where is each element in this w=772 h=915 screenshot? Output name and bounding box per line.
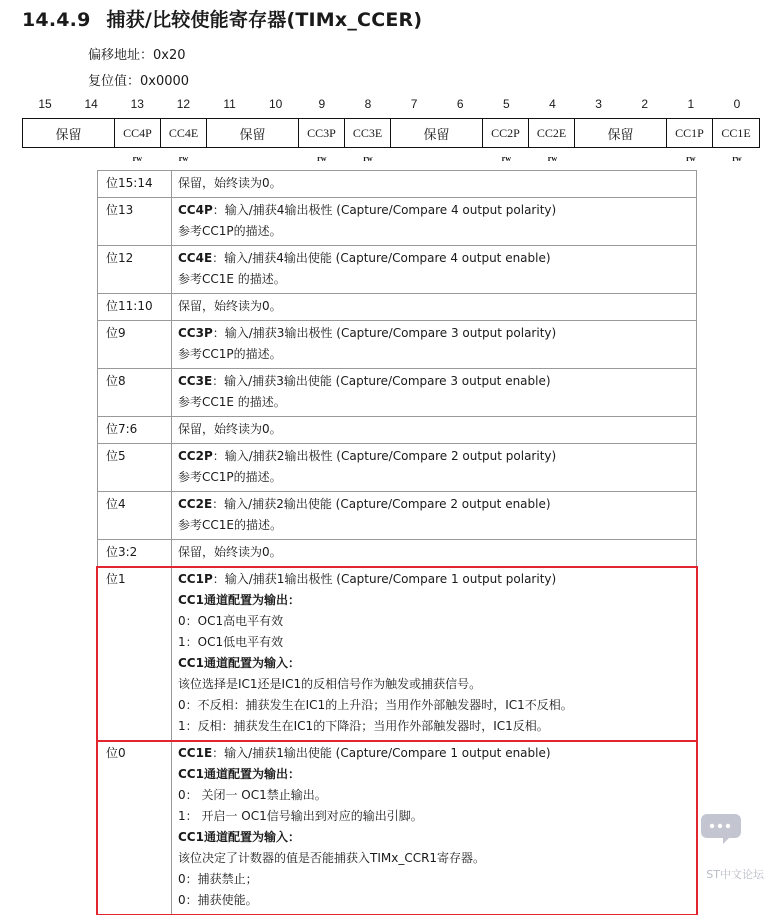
- bit-description: [172, 246, 696, 293]
- field-cc4p: CC4P: [115, 119, 161, 147]
- description-line: CC3P：输入/捕获3输出极性 (Capture/Compare 3 output polarity): [178, 326, 557, 340]
- bit-number: 8: [364, 97, 372, 111]
- bit-number: 13: [130, 97, 144, 111]
- field-cc4e: CC4E: [161, 119, 207, 147]
- field-name: CC1通道配置为输出：: [178, 593, 300, 607]
- description-line: CC2P：输入/捕获2输出极性 (Capture/Compare 2 output polarity): [178, 449, 557, 463]
- description-line: 保留，始终读为0。: [178, 422, 282, 436]
- bit-position: 位0: [98, 741, 172, 914]
- field-name: CC4E: [178, 251, 213, 265]
- bit-row: [97, 198, 697, 246]
- description-line: CC4E：输入/捕获4输出使能 (Capture/Compare 4 output enable): [178, 251, 551, 265]
- field-name: CC2E: [178, 497, 213, 511]
- field-cc1e: CC1E: [721, 125, 751, 140]
- field-reserved: 保留: [207, 119, 299, 147]
- bit-number: 0: [733, 97, 741, 111]
- bit-position: 位15:14: [98, 171, 172, 197]
- description-line: 保留，始终读为0。: [178, 299, 282, 313]
- bit-position: 位4: [98, 492, 172, 539]
- bit-row: [97, 417, 697, 444]
- bit-description: [172, 369, 696, 416]
- field-name: CC3P: [178, 326, 213, 340]
- description-line: 参考CC1P的描述。: [178, 347, 282, 361]
- bit-position: 位13: [98, 198, 172, 245]
- description-line: 参考CC1E的描述。: [178, 518, 282, 532]
- description-line: 该位选择是IC1还是IC1的反相信号作为触发或捕获信号。: [178, 677, 482, 691]
- forum-chat-icon: [697, 812, 743, 846]
- bit-row: [97, 540, 697, 567]
- bit-number: 11: [223, 97, 236, 111]
- bit-description: [172, 171, 696, 197]
- offset-address: 偏移地址：0x20: [88, 48, 186, 63]
- description-line: 0：捕获使能。: [178, 893, 258, 907]
- field-reserved: 保留: [23, 119, 115, 147]
- reset-value: 复位值：0x0000: [88, 74, 190, 89]
- bit-position: 位7:6: [98, 417, 172, 443]
- description-line: [178, 827, 696, 848]
- bit-position: 位5: [98, 444, 172, 491]
- description-line: CC1E：输入/捕获1输出使能 (Capture/Compare 1 output enable): [178, 746, 551, 760]
- field-cc3e: CC3E: [345, 119, 391, 147]
- description-line: 0： 关闭一 OC1禁止输出。: [178, 788, 327, 802]
- bit-row: [97, 741, 697, 915]
- bit-row: [97, 444, 697, 492]
- description-line: 该位决定了计数器的值是否能捕获入TIMx_CCR1寄存器。: [178, 851, 486, 865]
- bit-number: 5: [502, 97, 510, 111]
- bit-number: 7: [410, 97, 418, 111]
- description-line: 参考CC1E 的描述。: [178, 395, 286, 409]
- description-line: 保留，始终读为0。: [178, 545, 282, 559]
- section-title: [22, 5, 422, 32]
- field-name: CC3E: [178, 374, 213, 388]
- description-line: 0：不反相：捕获发生在IC1的上升沿；当用作外部触发器时，IC1不反相。: [178, 698, 573, 712]
- bit-number: 14: [84, 97, 98, 111]
- bit-row: [97, 492, 697, 540]
- bit-position: 位1: [98, 567, 172, 740]
- bit-number: 4: [549, 97, 556, 111]
- bit-description: [172, 294, 696, 320]
- section-number: 14.4.9: [22, 9, 91, 31]
- access-label: rw: [547, 154, 558, 163]
- bit-row: [97, 567, 697, 741]
- access-label: rw: [178, 154, 189, 163]
- access-label: rw: [363, 154, 373, 163]
- description-line: 参考CC1P的描述。: [178, 470, 282, 484]
- bit-number: 3: [595, 97, 602, 111]
- bit-description: [172, 567, 696, 740]
- field-reserved: 保留: [575, 119, 667, 147]
- bit-row: [97, 294, 697, 321]
- field-name: CC1通道配置为输入：: [178, 830, 300, 844]
- bit-number: 10: [269, 97, 283, 111]
- access-label: rw: [317, 154, 327, 163]
- bit-description: [172, 321, 696, 368]
- field-cc2e: CC2E: [529, 119, 575, 147]
- bit-number: 6: [456, 97, 464, 111]
- description-line: 保留，始终读为0。: [178, 176, 282, 190]
- description-line: 1：反相：捕获发生在IC1的下降沿；当用作外部触发器时，IC1反相。: [178, 719, 549, 733]
- bit-row: [97, 170, 697, 198]
- bit-description: [172, 741, 696, 914]
- description-line: [178, 590, 696, 611]
- bit-position: 位8: [98, 369, 172, 416]
- field-name: CC1通道配置为输入：: [178, 656, 300, 670]
- bit-position: 位3:2: [98, 540, 172, 566]
- access-label: rw: [501, 154, 511, 163]
- field-name: CC1P: [178, 572, 213, 586]
- section-heading: 捕获/比较使能寄存器(TIMx_CCER): [106, 9, 423, 31]
- description-line: 0：捕获禁止；: [178, 872, 258, 886]
- bit-row: [97, 321, 697, 369]
- bit-description-table: [97, 170, 697, 915]
- bit-description: [172, 198, 696, 245]
- bit-description: [172, 492, 696, 539]
- field-cc2p: CC2P: [483, 119, 529, 147]
- bit-description: [172, 444, 696, 491]
- description-line: CC1P：输入/捕获1输出极性 (Capture/Compare 1 output polarity): [178, 572, 557, 586]
- access-label: rw: [732, 154, 742, 163]
- bit-number: 12: [176, 97, 191, 111]
- description-line: 参考CC1E 的描述。: [178, 272, 286, 286]
- access-label: rw: [132, 154, 142, 163]
- field-name: CC4P: [178, 203, 213, 217]
- bit-row: [97, 369, 697, 417]
- bit-position: 位11:10: [98, 294, 172, 320]
- access-row: [0, 154, 772, 166]
- bit-description: [172, 540, 696, 566]
- description-line: CC2E：输入/捕获2输出使能 (Capture/Compare 2 output enable): [178, 497, 551, 511]
- description-line: 0：OC1高电平有效: [178, 614, 284, 628]
- bit-position: 位12: [98, 246, 172, 293]
- description-line: 1： 开启一 OC1信号输出到对应的输出引脚。: [178, 809, 423, 823]
- register-bitmap: [22, 118, 760, 148]
- field-name: CC1通道配置为输出：: [178, 767, 300, 781]
- description-line: 参考CC1P的描述。: [178, 224, 282, 238]
- field-name: CC2P: [178, 449, 213, 463]
- bit-number: 2: [641, 97, 649, 111]
- bit-description: [172, 417, 696, 443]
- bit-position: 位9: [98, 321, 172, 368]
- description-line: [178, 653, 696, 674]
- field-cc3p: CC3P: [299, 119, 345, 147]
- field-name: CC1E: [178, 746, 213, 760]
- bit-number-row: [0, 97, 772, 113]
- field-reserved: 保留: [391, 119, 483, 147]
- description-line: CC3E：输入/捕获3输出使能 (Capture/Compare 3 output enable): [178, 374, 551, 388]
- bit-number: 9: [318, 97, 326, 111]
- access-label: rw: [686, 154, 696, 163]
- description-line: 1：OC1低电平有效: [178, 635, 284, 649]
- bit-number: 1: [687, 97, 695, 111]
- watermark: ST中文论坛: [706, 868, 764, 881]
- bit-number: 15: [38, 97, 52, 111]
- field-cc1p: CC1P: [667, 119, 713, 147]
- bit-row: [97, 246, 697, 294]
- description-line: [178, 764, 696, 785]
- description-line: CC4P：输入/捕获4输出极性 (Capture/Compare 4 output polarity): [178, 203, 557, 217]
